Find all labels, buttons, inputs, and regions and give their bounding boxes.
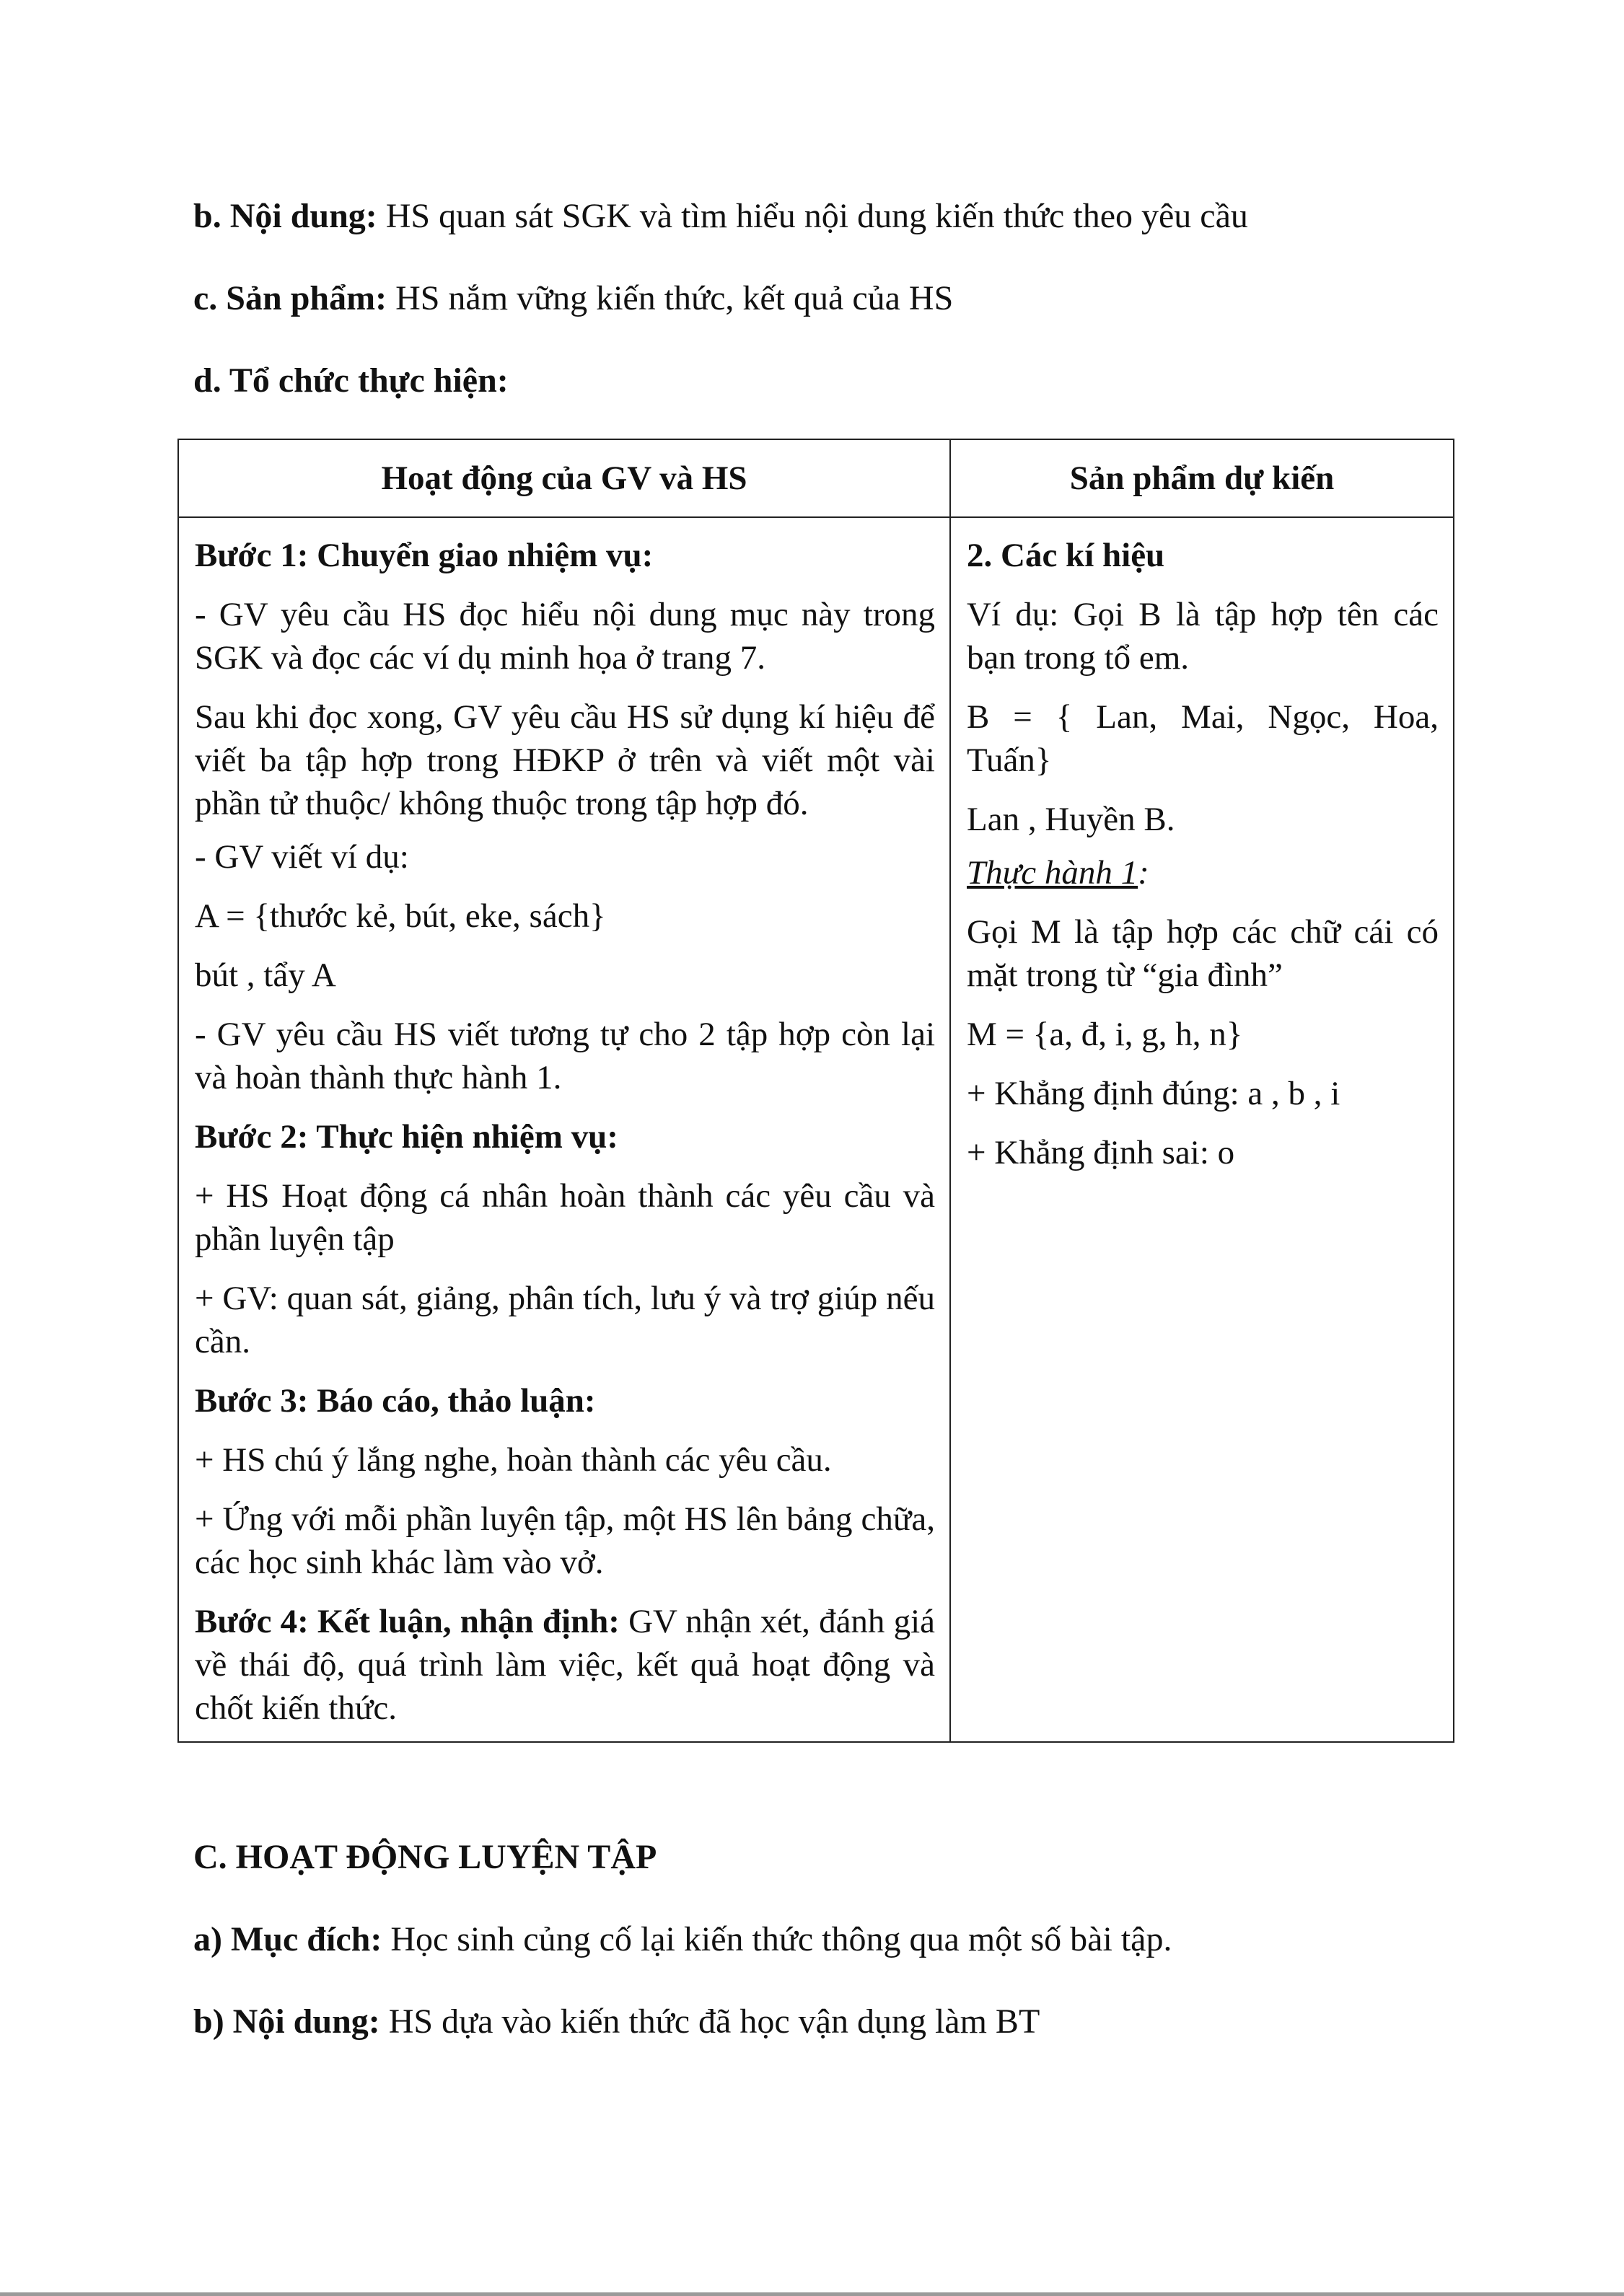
noi-dung-c-text: HS dựa vào kiến thức đã học vận dụng làm BT	[379, 2002, 1040, 2041]
muc-dich-label: a) Mục đích:	[193, 1920, 382, 1958]
step1-p2: Sau khi đọc xong, GV yêu cầu HS sử dụng kí hiệu để viết ba tập hợp trong HĐKP ở trên và viết một vài phần tử thuộc/ không thuộc trong tập hợp đó.	[195, 698, 935, 822]
to-chuc-label: d. Tổ chức thực hiện:	[193, 361, 509, 400]
noi-dung-c-label: b) Nội dung:	[193, 2002, 380, 2041]
step4-text: GV nhận xét, đánh giá về thái độ, quá trình làm việc, kết quả hoạt động và chốt kiến thức.	[195, 1603, 935, 1727]
step3-p10: + Ứng với mỗi phần luyện tập, một HS lên bảng chữa, các học sinh khác làm vào vở.	[195, 1500, 935, 1581]
step1-p3: - GV viết ví dụ:	[195, 838, 409, 876]
muc-dich-text: Học sinh củng cố lại kiến thức thông qua một số bài tập.	[382, 1920, 1172, 1958]
table-header-row	[178, 439, 1454, 517]
practice-colon: :	[1138, 854, 1149, 892]
step4-label: Bước 4: Kết luận, nhận định:	[195, 1603, 620, 1640]
step1-p1: - GV yêu cầu HS đọc hiểu nội dung mục này trong SGK và đọc các ví dụ minh họa ở trang 7.	[195, 596, 935, 677]
section-c-heading	[193, 1836, 657, 1879]
noi-dung-label: b. Nội dung:	[193, 197, 377, 235]
noi-dung-c-line	[193, 2000, 1040, 2044]
step4-paragraph	[195, 1600, 935, 1730]
symbols-title: 2. Các kí hiệu	[967, 537, 1165, 574]
header-activities: Hoạt động của GV và HS	[178, 439, 950, 517]
products-cell	[950, 517, 1454, 1742]
practice-heading	[967, 851, 1439, 894]
membership-b: Lan , Huyền B.	[967, 801, 1175, 838]
san-pham-label: c. Sản phẩm:	[193, 279, 387, 317]
noi-dung-line	[193, 195, 1248, 238]
activities-cell	[178, 517, 950, 1742]
step2-p7: + HS Hoạt động cá nhân hoàn thành các yêu cầu và phần luyện tập	[195, 1177, 935, 1258]
step3-p9: + HS chú ý lắng nghe, hoàn thành các yêu cầu.	[195, 1441, 832, 1479]
to-chuc-line	[193, 359, 509, 403]
san-pham-line	[193, 277, 953, 320]
page-bottom-divider	[0, 2292, 1624, 2296]
false-statement: + Khẳng định sai: o	[967, 1134, 1235, 1171]
example-b: Ví dụ: Gọi B là tập hợp tên các bạn trong tổ em.	[967, 596, 1439, 677]
muc-dich-line	[193, 1918, 1172, 1961]
set-m: M = {a, đ, i, g, h, n}	[967, 1016, 1243, 1053]
step2-title: Bước 2: Thực hiện nhiệm vụ:	[195, 1118, 618, 1156]
step1-example-set: A = {thước kẻ, bút, eke, sách}	[195, 897, 606, 935]
step1-p6: - GV yêu cầu HS viết tương tự cho 2 tập hợp còn lại và hoàn thành thực hành 1.	[195, 1016, 935, 1096]
practice-m: Gọi M là tập hợp các chữ cái có mặt trong từ “gia đình”	[967, 913, 1439, 994]
true-statement: + Khẳng định đúng: a , b , i	[967, 1075, 1340, 1112]
activity-table	[177, 439, 1454, 1743]
step3-title: Bước 3: Báo cáo, thảo luận:	[195, 1382, 596, 1420]
step2-p8: + GV: quan sát, giảng, phân tích, lưu ý và trợ giúp nếu cần.	[195, 1280, 935, 1360]
header-products: Sản phẩm dự kiến	[950, 439, 1454, 517]
section-c-heading-text: C. HOẠT ĐỘNG LUYỆN TẬP	[193, 1838, 657, 1876]
san-pham-text: HS nắm vững kiến thức, kết quả của HS	[387, 279, 954, 317]
table-row	[178, 517, 1454, 1742]
practice-label: Thực hành 1	[967, 854, 1138, 892]
set-b: B = { Lan, Mai, Ngọc, Hoa, Tuấn}	[967, 698, 1439, 779]
step1-example-membership: bút , tẩy A	[195, 956, 336, 994]
step1-title: Bước 1: Chuyển giao nhiệm vụ:	[195, 537, 654, 574]
noi-dung-text: HS quan sát SGK và tìm hiểu nội dung kiến thức theo yêu cầu	[377, 197, 1248, 235]
